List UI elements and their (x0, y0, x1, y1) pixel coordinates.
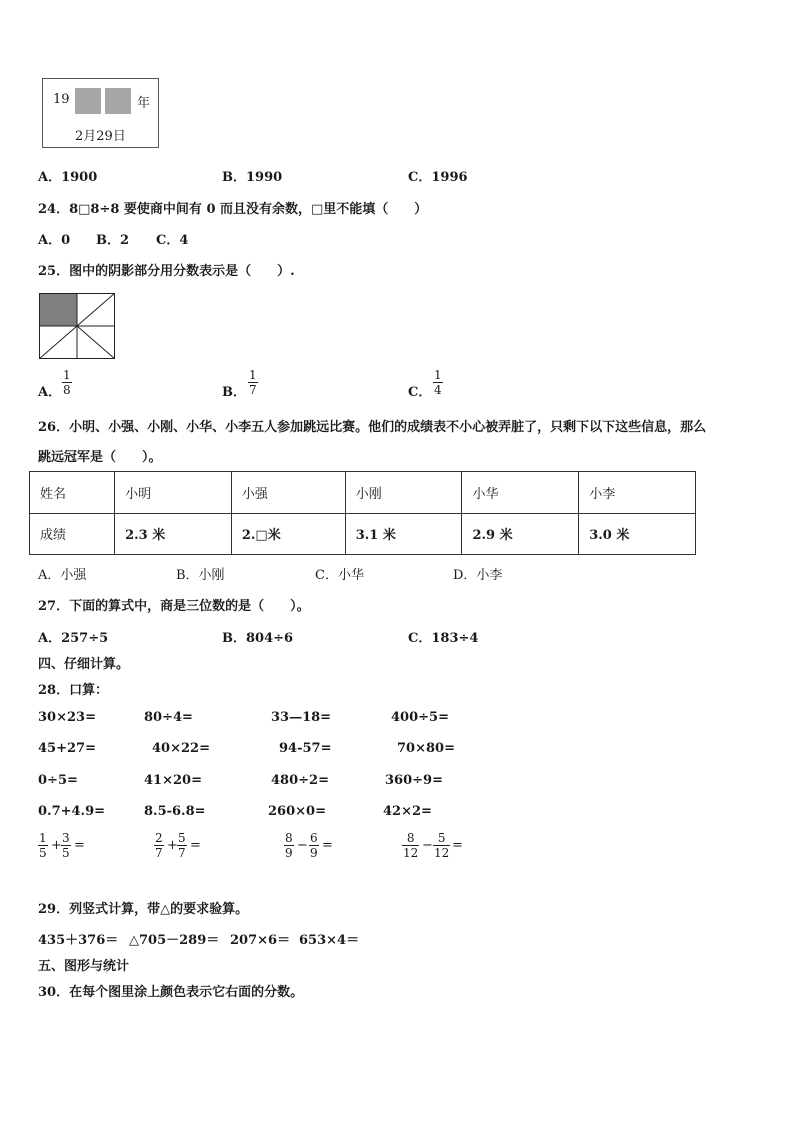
q25-option-c-label: C． (408, 385, 432, 400)
fraction-denominator: 7 (178, 846, 186, 860)
section-4-heading: 四、仔细计算。 (38, 657, 130, 672)
q25-option-a-label: A． (38, 385, 62, 400)
q26-stem-line-2: 跳远冠军是（ ）。 (38, 450, 162, 465)
fraction-b (177, 831, 187, 860)
calc-item: 42×2= (383, 804, 432, 819)
fraction-a (284, 831, 294, 860)
q25-option-c-fraction (433, 368, 443, 397)
q27-option-c: C．183÷4 (408, 631, 479, 646)
fraction-denominator: 4 (434, 383, 442, 397)
calc-item: 480÷2= (271, 773, 329, 788)
operator: + (167, 838, 178, 853)
vertical-calc-item: 207×6＝ (230, 933, 291, 948)
q23-option-b: B．1990 (222, 170, 283, 185)
fraction-numerator: 8 (406, 831, 415, 845)
fraction-denominator: 7 (155, 846, 163, 860)
calc-item: 400÷5= (391, 710, 449, 725)
table-row (30, 513, 696, 555)
q28-stem: 28．口算： (38, 683, 109, 698)
q26-option-d: D．小李 (453, 568, 503, 583)
q24-option-a: A．0 (38, 233, 71, 248)
equals-sign: = (74, 838, 85, 853)
fraction-numerator: 3 (62, 831, 70, 845)
equals-sign: = (322, 838, 333, 853)
table-cell: 小李 (579, 472, 696, 514)
fraction-denominator: 12 (403, 846, 419, 860)
calc-item: 45+27= (38, 741, 96, 756)
table-cell: 3.1 米 (345, 513, 462, 555)
calc-item: 41×20= (144, 773, 202, 788)
vertical-calc-item: △705－289＝ (129, 933, 220, 948)
fraction-numerator: 2 (155, 831, 163, 845)
q24-option-c: C．4 (156, 233, 189, 248)
q26-stem-line-1: 26．小明、小强、小刚、小华、小李五人参加跳远比赛。他们的成绩表不小心被弄脏了，只剩下以下这些信息，那么 (38, 420, 707, 435)
fraction-b (309, 831, 319, 860)
shaded-square-figure (39, 293, 115, 359)
fraction-numerator: 1 (39, 831, 47, 845)
table-cell: 3.0 米 (579, 513, 696, 555)
calc-item: 0.7+4.9= (38, 804, 106, 819)
table-cell: 小刚 (345, 472, 462, 514)
calc-item: 0÷5= (38, 773, 78, 788)
table-cell: 2.□米 (231, 513, 345, 555)
scores-table (29, 471, 696, 555)
vertical-calc-item: 435＋376＝ (38, 933, 119, 948)
vertical-calc-item: 653×4＝ (299, 933, 360, 948)
shaded-part (40, 294, 77, 326)
operator: − (422, 838, 433, 853)
fraction-numerator: 1 (434, 368, 442, 382)
fraction-denominator: 5 (39, 846, 47, 860)
calendar-blank-digit-2 (105, 88, 131, 114)
q23-option-c: C．1996 (408, 170, 468, 185)
calc-item: 33—18= (271, 710, 332, 725)
fraction-denominator: 9 (285, 846, 293, 860)
table-cell: 成绩 (30, 513, 115, 555)
table-cell: 小明 (115, 472, 232, 514)
fraction-b (433, 831, 450, 860)
q27-stem: 27．下面的算式中，商是三位数的是（ ）。 (38, 599, 310, 614)
fraction-numerator: 8 (285, 831, 293, 845)
fraction-a (154, 831, 164, 860)
fraction-numerator: 1 (63, 368, 71, 382)
q29-stem: 29．列竖式计算，带△的要求验算。 (38, 902, 249, 917)
q24-stem: 24．8□8÷8 要使商中间有 0 而且没有余数，□里不能填（ ） (38, 202, 428, 217)
calc-item: 8.5-6.8= (144, 804, 206, 819)
fraction-a (402, 831, 419, 860)
calendar-year-prefix: 19 (53, 92, 70, 107)
fraction-numerator: 1 (249, 368, 257, 382)
calc-item: 30×23= (38, 710, 96, 725)
fraction-denominator: 8 (63, 383, 71, 397)
table-cell: 小华 (462, 472, 579, 514)
calc-item: 70×80= (397, 741, 455, 756)
calc-item: 80÷4= (144, 710, 193, 725)
q26-option-c: C．小华 (315, 568, 364, 583)
calc-item: 94-57= (279, 741, 332, 756)
equals-sign: = (452, 838, 463, 853)
calc-item: 360÷9= (385, 773, 443, 788)
table-header-row (30, 472, 696, 514)
q27-option-a: A．257÷5 (38, 631, 109, 646)
section-5-heading: 五、图形与统计 (38, 959, 130, 974)
fraction-denominator: 7 (249, 383, 257, 397)
table-cell: 姓名 (30, 472, 115, 514)
fraction-b (61, 831, 71, 860)
q27-option-b: B．804÷6 (222, 631, 294, 646)
q26-option-b: B．小刚 (176, 568, 225, 583)
q25-option-b-fraction (248, 368, 258, 397)
fraction-denominator: 9 (310, 846, 318, 860)
q23-option-a: A．1900 (38, 170, 98, 185)
calendar-card (42, 78, 159, 148)
operator: + (51, 838, 62, 853)
fraction-numerator: 5 (178, 831, 186, 845)
q24-option-b: B．2 (96, 233, 130, 248)
operator: − (297, 838, 308, 853)
table-cell: 小强 (231, 472, 345, 514)
fraction-numerator: 5 (437, 831, 446, 845)
q26-option-a: A．小强 (38, 568, 87, 583)
q25-stem: 25．图中的阴影部分用分数表示是（ ）. (38, 264, 295, 279)
fraction-denominator: 12 (434, 846, 450, 860)
q30-stem: 30．在每个图里涂上颜色表示它右面的分数。 (38, 985, 304, 1000)
calc-item: 40×22= (152, 741, 210, 756)
fraction-a (38, 831, 48, 860)
calendar-year-suffix: 年 (137, 96, 151, 111)
calendar-blank-digit-1 (75, 88, 101, 114)
table-cell: 2.9 米 (462, 513, 579, 555)
q25-option-a-fraction (62, 368, 72, 397)
q25-option-b-label: B． (222, 385, 246, 400)
calc-item: 260×0= (268, 804, 326, 819)
equals-sign: = (190, 838, 201, 853)
fraction-numerator: 6 (310, 831, 318, 845)
calendar-date: 2月29日 (75, 129, 126, 144)
fraction-denominator: 5 (62, 846, 70, 860)
table-cell: 2.3 米 (115, 513, 232, 555)
